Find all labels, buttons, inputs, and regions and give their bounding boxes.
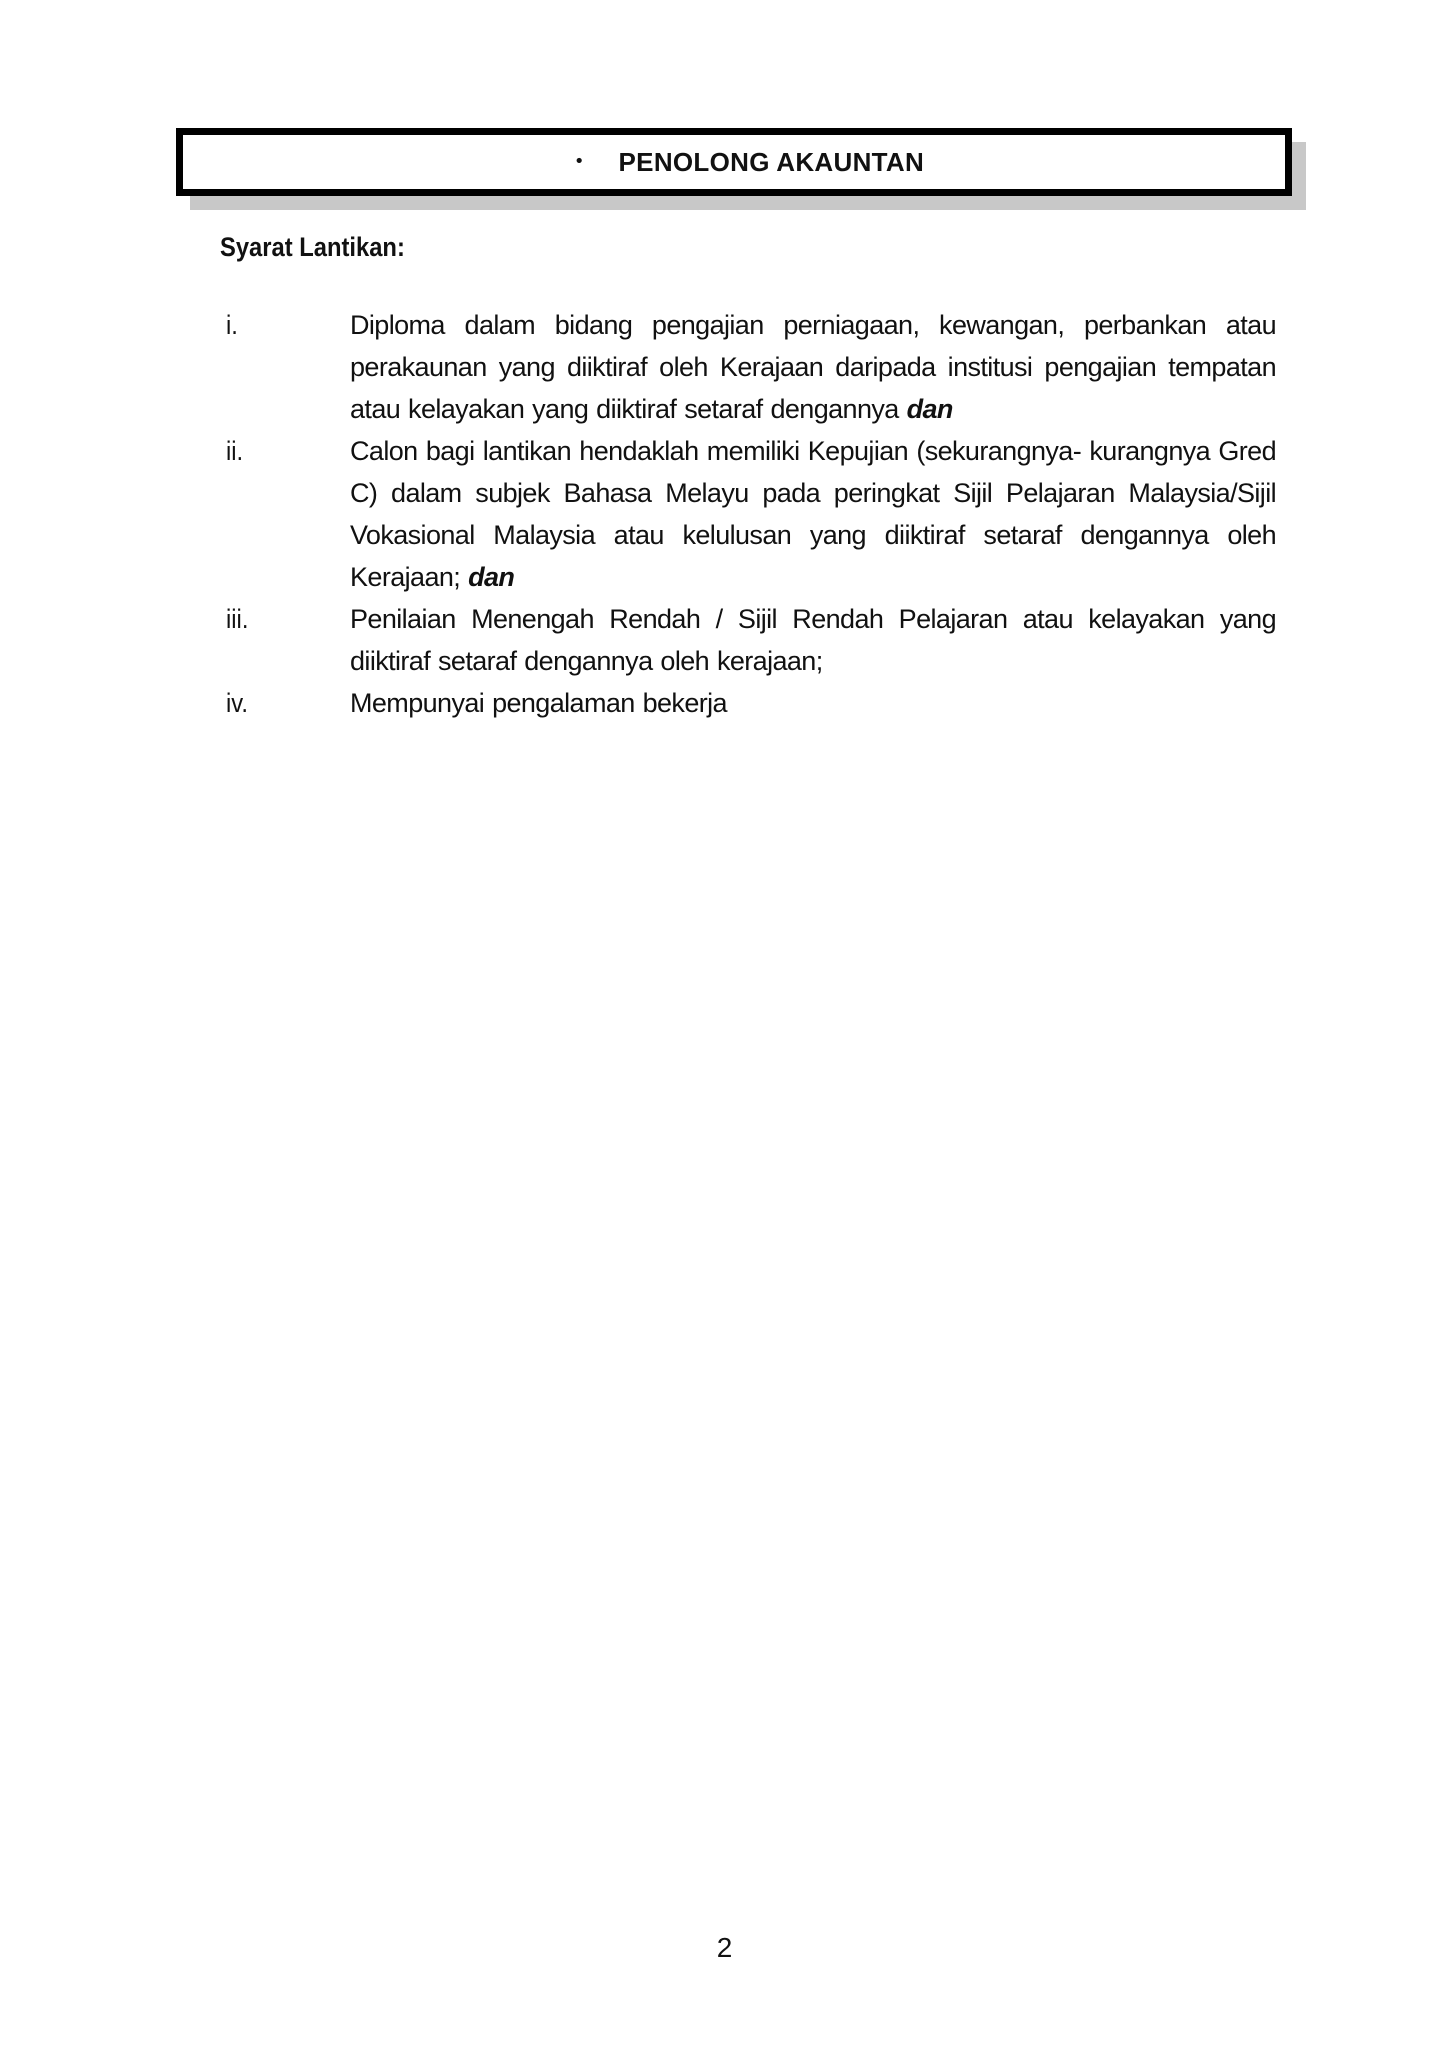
list-item bbox=[226, 430, 1276, 598]
list-item-text bbox=[350, 430, 1276, 598]
list-item-body: Calon bagi lantikan hendaklah memiliki Kepujian (sekurangnya- kurangnya Gred C) dalam subjek Bahasa Melayu pada peringkat Sijil Pelajaran Malaysia/Sijil Vokasional Malaysia atau kelulusan yang diiktiraf setaraf dengannya oleh Kerajaan; bbox=[350, 436, 1276, 592]
list-item bbox=[226, 682, 1276, 724]
title-content bbox=[574, 147, 924, 178]
list-item-number: iii. bbox=[226, 604, 249, 634]
page-title: PENOLONG AKAUNTAN bbox=[618, 146, 925, 177]
requirements-list bbox=[226, 304, 1276, 724]
page-number: 2 bbox=[716, 1932, 733, 1963]
title-box-frame bbox=[176, 128, 1292, 196]
list-item-body: Diploma dalam bidang pengajian perniagaan, kewangan, perbankan atau perakaunan yang diiktiraf oleh Kerajaan daripada institusi pengajian tempatan atau kelayakan yang diiktiraf setaraf dengannya bbox=[350, 310, 1276, 424]
list-item-text bbox=[350, 682, 1276, 724]
list-item-number: i. bbox=[226, 310, 238, 340]
list-item-conjunction: dan bbox=[906, 394, 953, 424]
bullet-icon: • bbox=[573, 151, 585, 172]
list-item-number: iv. bbox=[226, 688, 248, 718]
list-item-body: Mempunyai pengalaman bekerja bbox=[350, 688, 727, 718]
title-box bbox=[176, 128, 1292, 196]
list-item-text bbox=[350, 304, 1276, 430]
list-item bbox=[226, 598, 1276, 682]
section-heading: Syarat Lantikan: bbox=[220, 232, 405, 262]
list-item-conjunction: dan bbox=[468, 562, 515, 592]
list-item-text bbox=[350, 598, 1276, 682]
list-item-number: ii. bbox=[226, 436, 244, 466]
list-item-body: Penilaian Menengah Rendah / Sijil Rendah Pelajaran atau kelayakan yang diiktiraf setaraf dengannya oleh kerajaan; bbox=[350, 604, 1276, 676]
list-item bbox=[226, 304, 1276, 430]
